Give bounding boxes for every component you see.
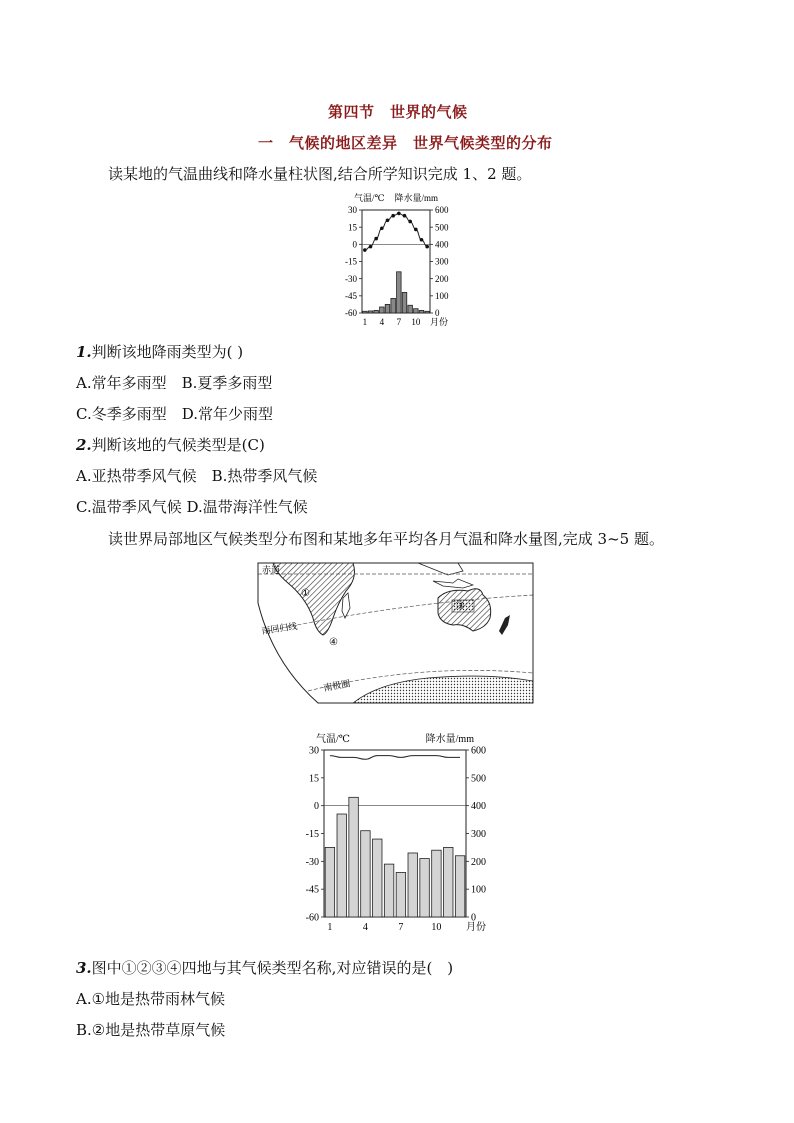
precip-bar-month-6 [384, 864, 393, 917]
temp-tick-label: 30 [309, 745, 319, 757]
question-3 [76, 957, 453, 978]
question-1-text: 判断该地降雨类型为( ) [91, 343, 244, 361]
temp-point-month-3 [374, 237, 378, 241]
temp-point-month-7 [397, 212, 401, 216]
equator-label: 赤道 [262, 566, 281, 576]
precip-bar-month-3 [374, 310, 379, 313]
question-3-text: 图中①②③④四地与其气候类型名称,对应错误的是( ) [91, 959, 454, 977]
question-1-number: 1. [76, 343, 92, 361]
temp-point-month-2 [369, 245, 373, 249]
precip-bar-month-4 [380, 307, 385, 313]
precip-bar-month-7 [397, 272, 402, 313]
location-marker-1: ① [301, 588, 310, 599]
precip-bar-month-5 [373, 839, 382, 917]
month-axis-label: 月份 [466, 922, 486, 933]
month-tick-label: 1 [327, 922, 333, 933]
location-marker-3: ③ [456, 601, 465, 612]
precip-bar-month-12 [455, 856, 464, 917]
temp-tick-label: -45 [345, 290, 357, 301]
month-tick-label: 7 [398, 922, 404, 933]
antarctic-circle-label: 南极圈 [322, 679, 352, 694]
precip-tick-label: 600 [471, 745, 486, 757]
temp-tick-label: 0 [352, 239, 357, 250]
precip-bar-month-2 [368, 311, 373, 313]
temp-tick-label: 15 [348, 222, 357, 233]
climate-region-map [258, 563, 533, 703]
precip-tick-label: 200 [435, 273, 449, 284]
precip-bar-month-5 [385, 304, 390, 313]
precip-bar-month-1 [363, 311, 368, 313]
precip-bar-month-8 [408, 853, 417, 917]
temp-tick-label: -45 [305, 884, 319, 896]
precip-bar-month-10 [432, 850, 441, 917]
intro-text-2: 读世界局部地区气候类型分布图和某地多年平均各月气温和降水量图,完成 3~5 题。 [108, 530, 664, 548]
month-tick-label: 4 [379, 317, 385, 327]
precip-tick-label: 100 [471, 884, 486, 896]
temp-point-month-8 [403, 214, 407, 218]
precip-tick-label: 100 [435, 290, 449, 301]
temp-tick-label: 15 [309, 773, 319, 785]
precip-bar-month-4 [361, 831, 370, 917]
temp-point-month-12 [425, 245, 429, 249]
question-1-options-2: C.冬季多雨型 D.常年少雨型 [76, 405, 273, 423]
precip-tick-label: 200 [471, 856, 486, 868]
precip-tick-label: 500 [471, 773, 486, 785]
climate-chart-2 [300, 728, 500, 938]
precip-tick-label: 400 [471, 801, 486, 813]
question-2-options-1: A.亚热带季风气候 B.热带季风气候 [76, 467, 318, 485]
temp-point-month-11 [420, 238, 424, 242]
precip-bar-month-6 [391, 298, 396, 313]
precip-bar-month-1 [325, 847, 334, 917]
month-tick-label: 4 [362, 922, 368, 933]
temp-tick-label: -60 [345, 308, 357, 319]
precip-tick-label: 400 [435, 239, 449, 250]
temp-tick-label: 0 [314, 801, 319, 813]
tropic-label: 南回归线 [261, 622, 299, 637]
precip-tick-label: 0 [471, 912, 476, 924]
precip-bar-month-8 [402, 292, 407, 313]
month-tick-label: 7 [396, 317, 402, 327]
precip-tick-label: 0 [435, 308, 440, 319]
temp-tick-label: -30 [305, 856, 319, 868]
month-tick-label: 10 [431, 922, 442, 933]
left-axis-title: 气温/℃ [354, 193, 385, 203]
question-3-option-a: A.①地是热带雨林气候 [76, 990, 226, 1008]
precip-tick-label: 600 [435, 205, 449, 216]
left-axis-title: 气温/℃ [316, 734, 350, 745]
temp-point-month-4 [380, 227, 384, 231]
question-1-options-1: A.常年多雨型 B.夏季多雨型 [76, 374, 273, 392]
climate-chart-1 [330, 190, 470, 330]
precip-bar-month-11 [444, 847, 453, 917]
indonesia-islands [433, 579, 473, 588]
antarctica-landmass [353, 676, 533, 703]
question-3-option-b: B.②地是热带草原气候 [76, 1021, 226, 1039]
question-2 [76, 434, 265, 455]
temp-point-month-10 [414, 228, 418, 232]
question-2-options-2: C.温带季风气候 D.温带海洋性气候 [76, 498, 308, 516]
question-2-number: 2. [76, 436, 92, 454]
precip-bar-month-7 [396, 872, 405, 917]
asia-landmass [418, 563, 463, 575]
month-tick-label: 10 [411, 317, 421, 327]
precip-bar-month-9 [408, 305, 413, 313]
temp-tick-label: 30 [348, 205, 357, 216]
section-title: 第四节 世界的气候 [328, 103, 468, 121]
precip-bar-month-9 [420, 859, 429, 917]
intro-text-1: 读某地的气温曲线和降水量柱状图,结合所学知识完成 1、2 题。 [108, 165, 532, 183]
precip-bar-month-12 [425, 311, 430, 313]
temp-tick-label: -15 [345, 256, 357, 267]
question-2-text: 判断该地的气候类型是(C) [91, 436, 265, 454]
new-zealand-landmass [499, 615, 510, 635]
temp-point-month-1 [363, 248, 367, 252]
temp-tick-label: -30 [345, 273, 357, 284]
precip-bar-month-10 [414, 309, 419, 313]
temp-tick-label: -15 [305, 829, 319, 840]
temp-tick-label: -60 [305, 912, 319, 924]
precip-bar-month-2 [337, 814, 346, 917]
temp-point-month-6 [391, 214, 395, 218]
precip-tick-label: 300 [471, 829, 486, 840]
month-axis-label: 月份 [430, 317, 449, 327]
madagascar-landmass [342, 593, 350, 618]
temperature-curve [330, 756, 460, 760]
location-marker-4: ④ [329, 637, 338, 648]
precip-tick-label: 500 [435, 222, 449, 233]
right-axis-title: 降水量/mm [394, 193, 438, 203]
precip-tick-label: 300 [435, 256, 449, 267]
question-1 [76, 341, 243, 362]
month-tick-label: 1 [362, 317, 368, 327]
temp-point-month-5 [386, 219, 390, 223]
temp-point-month-9 [408, 220, 412, 224]
precip-bar-month-3 [349, 797, 358, 917]
question-3-number: 3. [76, 959, 92, 977]
right-axis-title: 降水量/mm [425, 734, 474, 745]
subsection-title: 一 气候的地区差异 世界气候类型的分布 [258, 134, 553, 152]
precip-bar-month-11 [419, 310, 424, 313]
